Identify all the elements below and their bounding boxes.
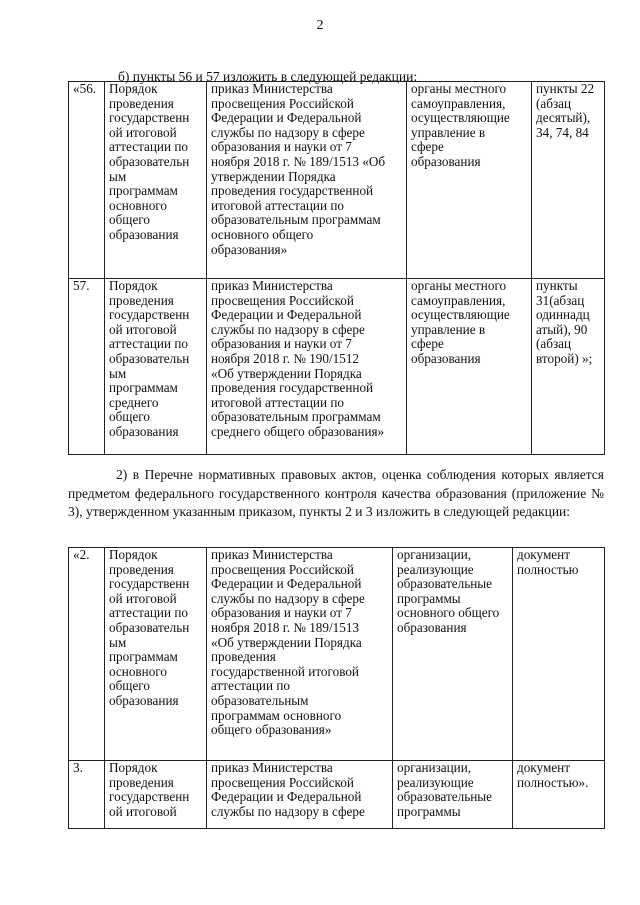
doc-name-cell: Порядок проведения государственн ой итоговой аттестации по образовательн ым программам основного общего образования [105,82,207,279]
table-2 [68,547,605,829]
table-row [69,279,605,455]
act-cell: приказ Министерства просвещения Российской Федерации и Федеральной службы по надзору в сфере [207,761,393,829]
page-number: 2 [316,18,324,33]
row-number: «2. [69,548,105,761]
row-number: 3. [69,761,105,829]
paragraph-2: 2) в Перечне нормативных правовых актов, оценка соблюдения которых является предметом федерального государственного контроля качества образования (приложение № 3), утвержденном указанным приказом, пункты 2 и 3 изложить в следующей редакции: [68,467,604,519]
act-cell: приказ Министерства просвещения Российской Федерации и Федеральной службы по надзору в сфере образования и науки от 7 ноября 2018 г. № 190/1512 «Об утверждении Порядка проведения государственной итоговой аттестации по образовательным программам среднего общего образования» [207,279,407,455]
doc-name-cell: Порядок проведения государственн ой итоговой [105,761,207,829]
intro-item-b: б) пункты 56 и 57 изложить в следующей редакции: [118,69,418,84]
scope-cell: документ полностью». [513,761,605,829]
points-cell: пункты 22 (абзац десятый), 34, 74, 84 [532,82,605,279]
subjects-cell: организации, реализующие образовательные программы [393,761,513,829]
scope-cell: документ полностью [513,548,605,761]
doc-name-cell: Порядок проведения государственн ой итоговой аттестации по образовательн ым программам среднего общего образования [105,279,207,455]
table-row [69,548,605,761]
subjects-cell: органы местного самоуправления, осуществляющие управление в сфере образования [407,82,532,279]
subjects-cell: организации, реализующие образовательные программы основного общего образования [393,548,513,761]
points-cell: пункты 31(абзац одиннадц атый), 90 (абзац второй) »; [532,279,605,455]
row-number: 57. [69,279,105,455]
row-number: «56. [69,82,105,279]
table-1 [68,81,605,455]
table-row [69,761,605,829]
doc-name-cell: Порядок проведения государственн ой итоговой аттестации по образовательн ым программам основного общего образования [105,548,207,761]
act-cell: приказ Министерства просвещения Российской Федерации и Федеральной службы по надзору в сфере образования и науки от 7 ноября 2018 г. № 189/1513 «Об утверждении Порядка проведения государственной итоговой аттестации по образовательным программам основного общего образования» [207,82,407,279]
table-row [69,82,605,279]
subjects-cell: органы местного самоуправления, осуществляющие управление в сфере образования [407,279,532,455]
act-cell: приказ Министерства просвещения Российской Федерации и Федеральной службы по надзору в сфере образования и науки от 7 ноября 2018 г. № 189/1513 «Об утверждении Порядка проведения государственной итоговой аттестации по образовательным программам основного общего образования» [207,548,393,761]
